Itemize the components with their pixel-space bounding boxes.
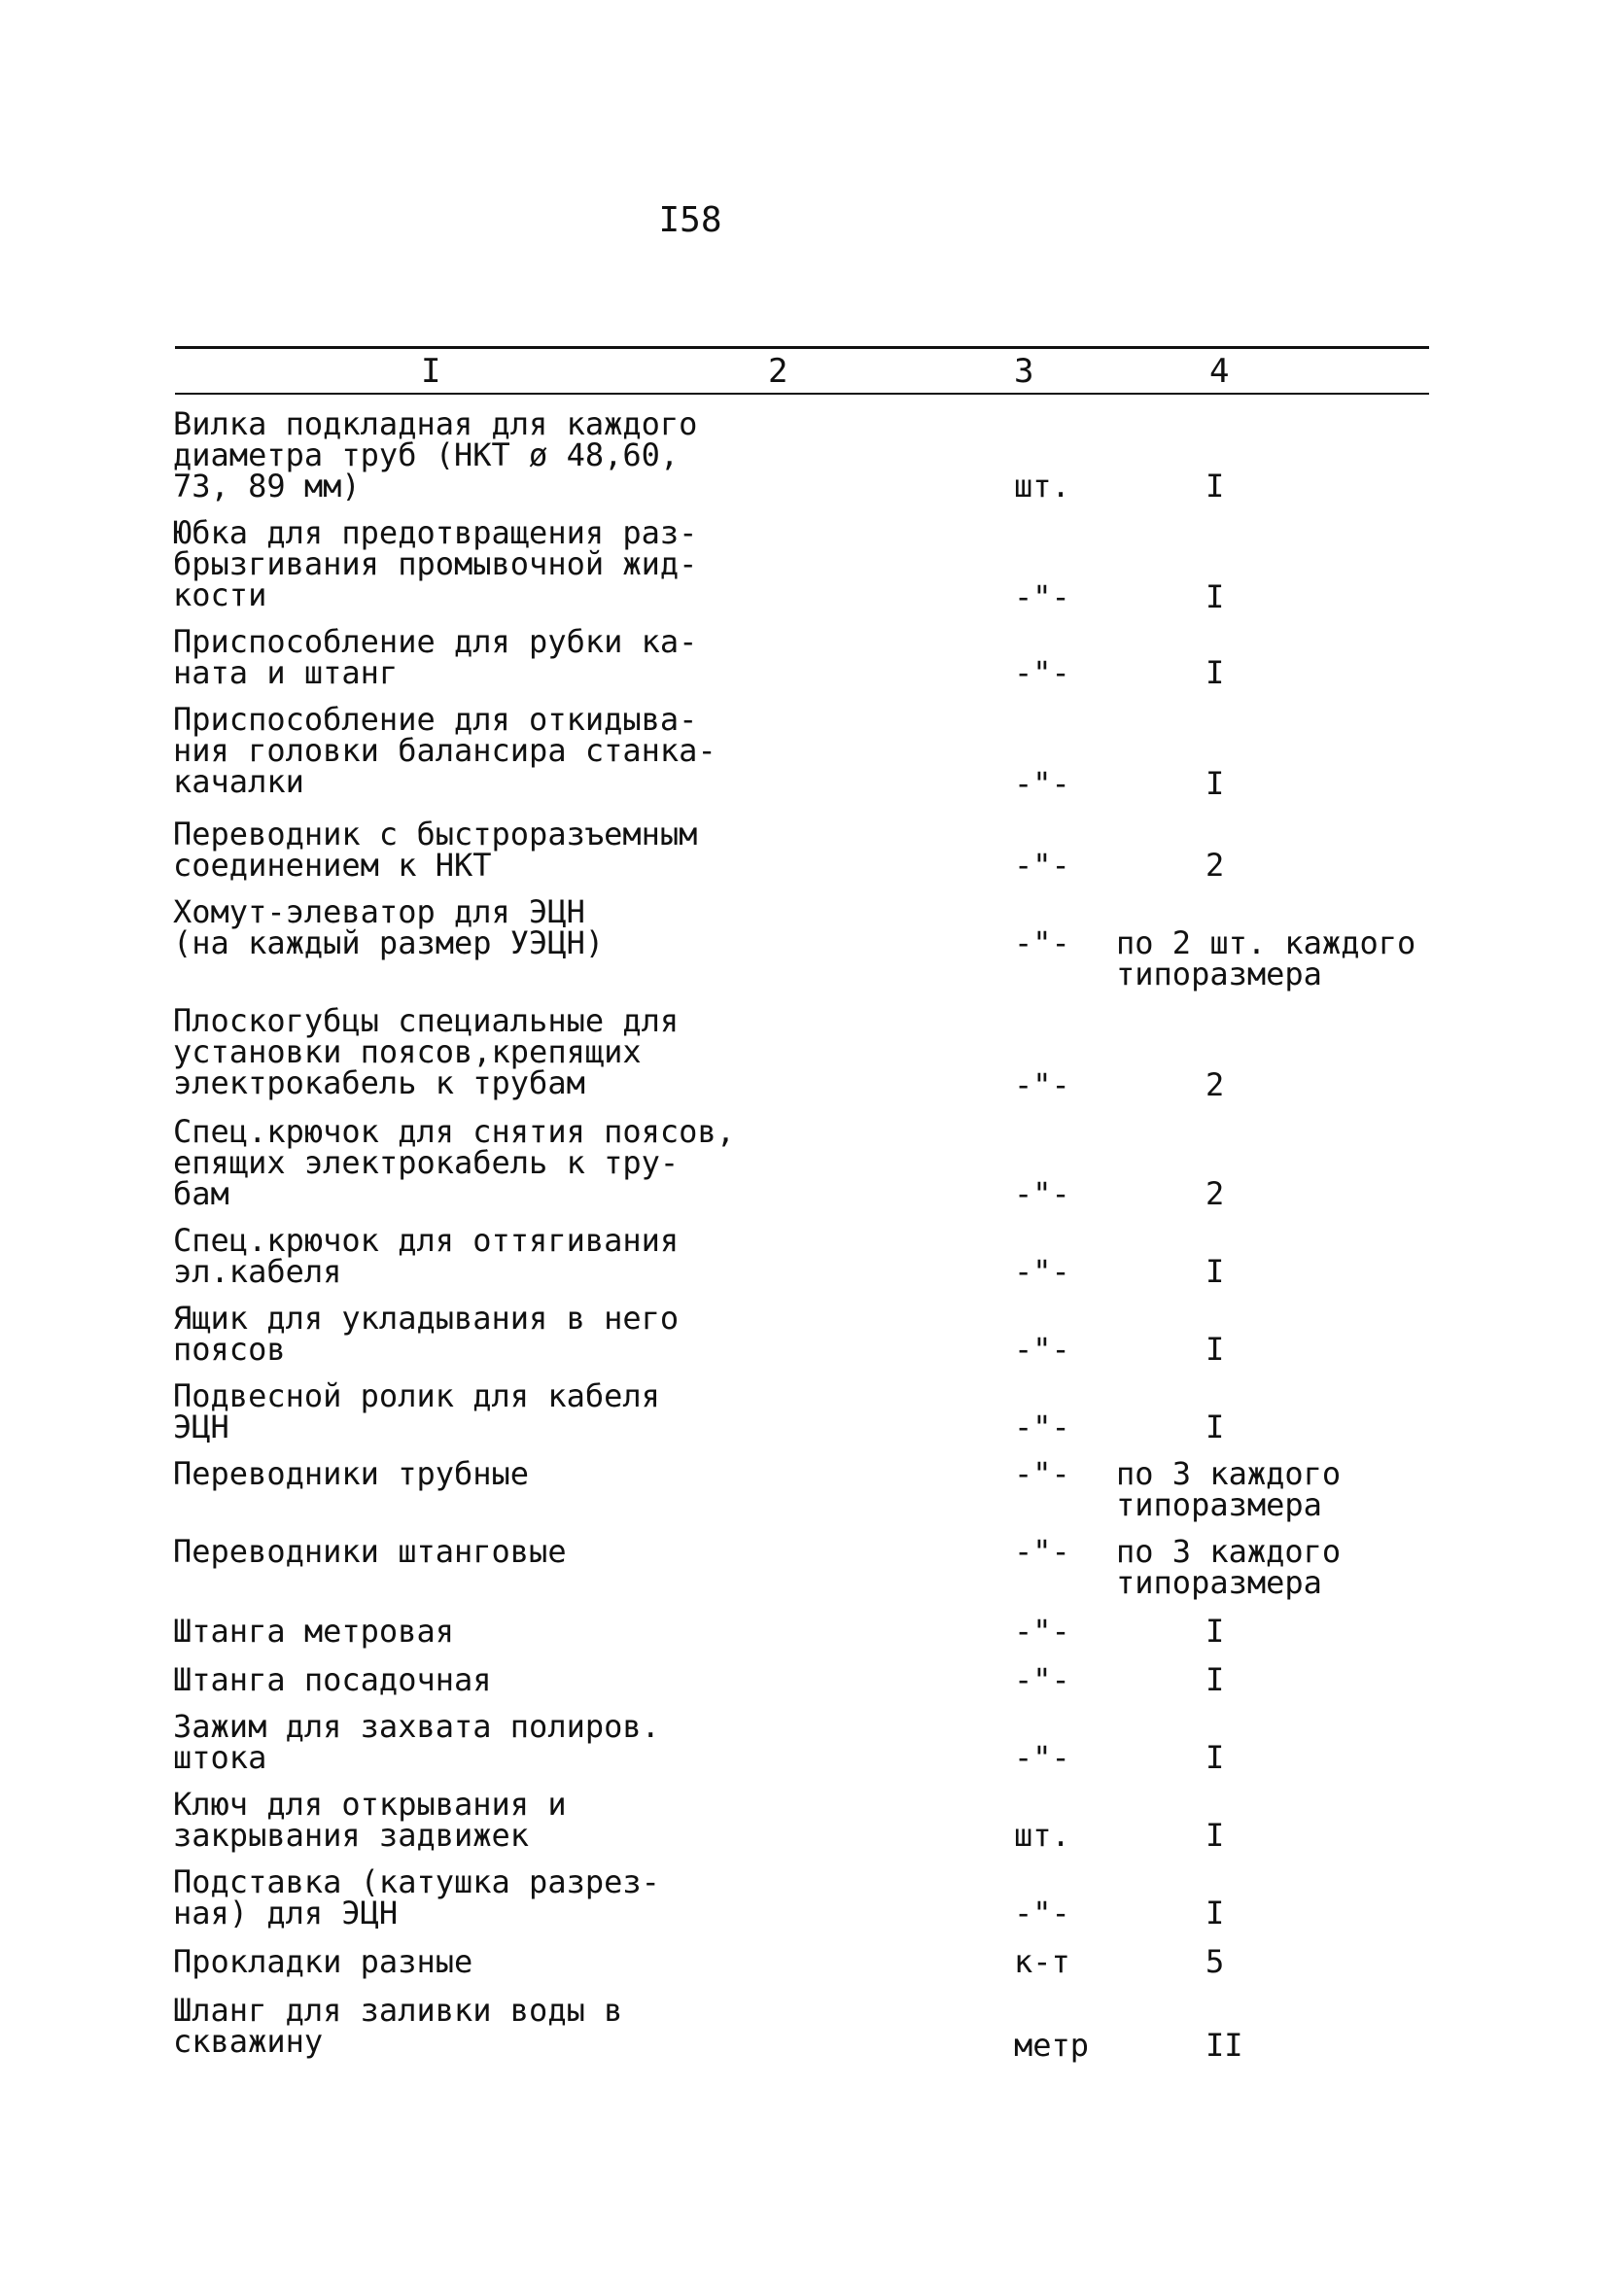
item-unit: -"- bbox=[1014, 1253, 1070, 1290]
table-row bbox=[0, 1863, 1607, 1931]
item-unit: -"- bbox=[1014, 1409, 1070, 1445]
table-row bbox=[0, 816, 1607, 884]
item-unit: -"- bbox=[1014, 1455, 1070, 1492]
table-row bbox=[0, 405, 1607, 504]
table-row bbox=[0, 1113, 1607, 1212]
item-unit: к-т bbox=[1014, 1943, 1070, 1980]
item-name: Штанга метровая bbox=[173, 1613, 454, 1650]
item-quantity: I bbox=[1205, 1739, 1225, 1776]
item-quantity: I bbox=[1205, 1613, 1225, 1650]
item-name: Переводники штанговые bbox=[173, 1533, 567, 1570]
item-quantity: I bbox=[1205, 654, 1225, 691]
item-name: Хомут-элеватор для ЭЦН (на каждый размер УЭЦН) bbox=[173, 893, 605, 961]
item-quantity: II bbox=[1205, 2027, 1243, 2064]
item-quantity: 2 bbox=[1205, 847, 1225, 884]
item-unit: -"- bbox=[1014, 654, 1070, 691]
item-unit: -"- bbox=[1014, 1533, 1070, 1570]
table-row bbox=[0, 893, 1607, 992]
item-name: Ящик для укладывания в него поясов bbox=[173, 1300, 680, 1368]
item-quantity: по 3 каждого типоразмера bbox=[1116, 1455, 1342, 1523]
column-header-4: 4 bbox=[1209, 352, 1230, 391]
item-quantity: по 3 каждого типоразмера bbox=[1116, 1533, 1342, 1601]
item-name: Приспособление для рубки ка- ната и штанг bbox=[173, 623, 698, 691]
table-row bbox=[0, 514, 1607, 615]
item-unit: -"- bbox=[1014, 578, 1070, 615]
table-row bbox=[0, 1786, 1607, 1854]
item-unit: -"- bbox=[1014, 1739, 1070, 1776]
item-unit: -"- bbox=[1014, 1613, 1070, 1650]
column-header-3: 3 bbox=[1014, 352, 1034, 391]
item-unit: -"- bbox=[1014, 924, 1070, 961]
item-name: Зажим для захвата полиров. штока bbox=[173, 1708, 660, 1776]
item-unit: -"- bbox=[1014, 847, 1070, 884]
item-quantity: I bbox=[1205, 468, 1225, 504]
item-name: Спец.крючок для оттягивания эл.кабеля bbox=[173, 1222, 680, 1290]
item-name: Вилка подкладная для каждого диаметра труб (НКТ ø 48,60, 73, 89 мм) bbox=[173, 405, 698, 504]
table-row bbox=[0, 623, 1607, 691]
item-unit: метр bbox=[1014, 2027, 1090, 2064]
table-row bbox=[0, 1300, 1607, 1368]
page-number: I58 bbox=[658, 200, 722, 240]
column-header-2: 2 bbox=[768, 352, 788, 391]
table-row bbox=[0, 701, 1607, 802]
table-row bbox=[0, 1002, 1607, 1103]
item-quantity: 2 bbox=[1205, 1066, 1225, 1103]
item-name: Плоскогубцы специальные для установки поясов,крепящих электрокабель к трубам bbox=[173, 1002, 680, 1101]
column-header-1: I bbox=[421, 352, 441, 391]
table-row bbox=[0, 1377, 1607, 1445]
table-row bbox=[0, 1222, 1607, 1290]
item-quantity: по 2 шт. каждого типоразмера bbox=[1116, 924, 1416, 992]
table-row bbox=[0, 1708, 1607, 1776]
item-name: Приспособление для откидыва- ния головки балансира станка- качалки bbox=[173, 701, 716, 800]
item-quantity: 5 bbox=[1205, 1943, 1225, 1980]
table-row bbox=[0, 1455, 1607, 1523]
item-unit: -"- bbox=[1014, 1661, 1070, 1698]
table-row bbox=[0, 1943, 1607, 1980]
item-quantity: I bbox=[1205, 1253, 1225, 1290]
item-quantity: 2 bbox=[1205, 1175, 1225, 1212]
item-unit: -"- bbox=[1014, 1331, 1070, 1368]
item-unit: -"- bbox=[1014, 765, 1070, 802]
item-name: Подставка (катушка разрез- ная) для ЭЦН bbox=[173, 1863, 660, 1931]
item-name: Прокладки разные bbox=[173, 1943, 473, 1980]
item-quantity: I bbox=[1205, 1817, 1225, 1854]
item-quantity: I bbox=[1205, 1895, 1225, 1931]
item-quantity: I bbox=[1205, 1409, 1225, 1445]
item-name: Подвесной ролик для кабеля ЭЦН bbox=[173, 1377, 660, 1445]
item-unit: -"- bbox=[1014, 1066, 1070, 1103]
item-name: Переводник с быстроразъемным соединением к НКТ bbox=[173, 816, 698, 884]
item-unit: шт. bbox=[1014, 468, 1070, 504]
item-quantity: I bbox=[1205, 578, 1225, 615]
item-unit: шт. bbox=[1014, 1817, 1070, 1854]
table-row bbox=[0, 1992, 1607, 2064]
table-row bbox=[0, 1613, 1607, 1650]
item-quantity: I bbox=[1205, 765, 1225, 802]
item-name: Юбка для предотвращения раз- брызгивания промывочной жид- кости bbox=[173, 514, 698, 613]
item-quantity: I bbox=[1205, 1331, 1225, 1368]
item-name: Шланг для заливки воды в скважину bbox=[173, 1992, 623, 2060]
item-name: Спец.крючок для снятия поясов, епящих электрокабель к тру- бам bbox=[173, 1113, 735, 1212]
item-name: Штанга посадочная bbox=[173, 1661, 492, 1698]
item-unit: -"- bbox=[1014, 1895, 1070, 1931]
item-quantity: I bbox=[1205, 1661, 1225, 1698]
item-name: Переводники трубные bbox=[173, 1455, 530, 1492]
table-row bbox=[0, 1661, 1607, 1698]
item-unit: -"- bbox=[1014, 1175, 1070, 1212]
item-name: Ключ для открывания и закрывания задвижек bbox=[173, 1786, 567, 1854]
table-row bbox=[0, 1533, 1607, 1601]
